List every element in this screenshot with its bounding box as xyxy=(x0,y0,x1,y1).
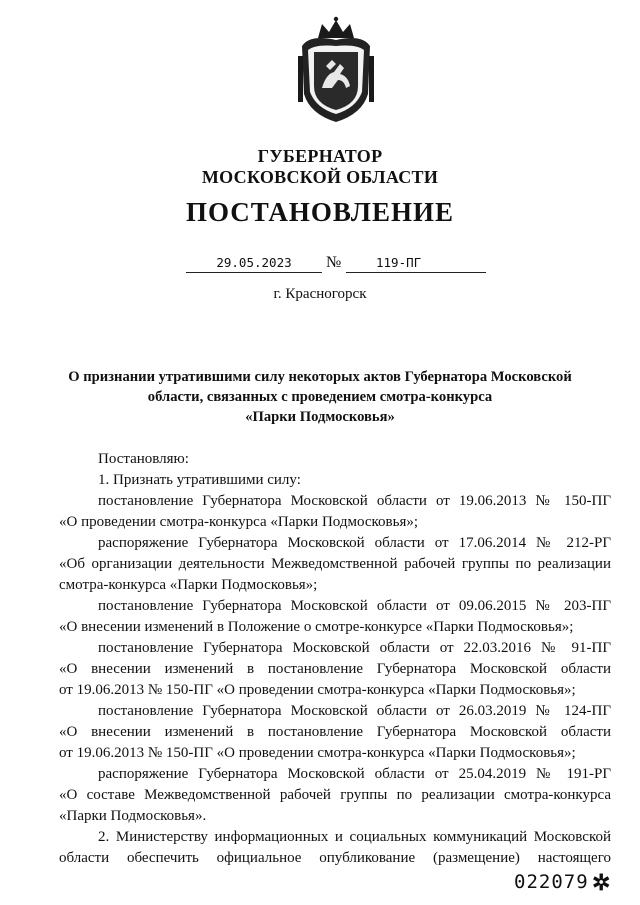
coat-of-arms-icon xyxy=(296,16,376,126)
subject-line-3: «Парки Подмосковья» xyxy=(245,409,395,425)
body-line: смотра-конкурса «Парки Подмосковья»; xyxy=(59,577,318,593)
body-line: «О внесении изменений в постановление Губернатора Московской области xyxy=(59,724,611,740)
body-line: «О внесении изменений в постановление Губернатора Московской области xyxy=(59,661,611,677)
document-date: 29.05.2023 xyxy=(186,254,322,273)
body-line: распоряжение Губернатора Московской области от 25.04.2019 № 191-РГ xyxy=(98,766,611,782)
body-line: постановление Губернатора Московской области от 19.06.2013 № 150-ПГ xyxy=(98,493,611,509)
body-line: Постановляю: xyxy=(98,451,189,467)
asterisk-mark-icon: ✲ xyxy=(592,870,611,895)
body-line: «Парки Подмосковья». xyxy=(59,808,207,824)
body-line: 2. Министерству информационных и социальных коммуникаций Московской xyxy=(98,829,611,845)
subject-line-2: области, связанных с проведением смотра-конкурса xyxy=(147,389,493,405)
body-line: области обеспечить официальное опубликование (размещение) настоящего xyxy=(59,850,611,866)
body-line: от 19.06.2013 № 150-ПГ «О проведении смотра-конкурса «Парки Подмосковья»; xyxy=(59,745,576,761)
body-line: постановление Губернатора Московской области от 09.06.2015 № 203-ПГ xyxy=(98,598,611,614)
body-line: постановление Губернатора Московской области от 26.03.2019 № 124-ПГ xyxy=(98,703,611,719)
body-line: 1. Признать утратившими силу: xyxy=(98,472,301,488)
body-line: распоряжение Губернатора Московской области от 17.06.2014 № 212-РГ xyxy=(98,535,611,551)
body-line: постановление Губернатора Московской области от 22.03.2016 № 91-ПГ xyxy=(98,640,611,656)
body-line: «Об организации деятельности Межведомственной рабочей группы по реализации xyxy=(59,556,611,572)
document-serial-number: 022079 xyxy=(514,871,589,893)
subject-line-1: О признании утратившими силу некоторых актов Губернатора Московской xyxy=(68,369,572,385)
body-line: «О составе Межведомственной рабочей группы по реализации смотра-конкурса xyxy=(59,787,611,803)
number-sign: № xyxy=(326,254,342,271)
document-type: ПОСТАНОВЛЕНИЕ xyxy=(185,197,455,227)
document-city: г. Красногорск xyxy=(273,286,367,302)
governor-title-line1: ГУБЕРНАТОР xyxy=(257,146,383,166)
body-line: «О внесении изменений в Положение о смотре-конкурсе «Парки Подмосковья»; xyxy=(59,619,574,635)
body-line: от 19.06.2013 № 150-ПГ «О проведении смотра-конкурса «Парки Подмосковья»; xyxy=(59,682,576,698)
body-line: «О проведении смотра-конкурса «Парки Подмосковья»; xyxy=(59,514,419,530)
document-meta-row xyxy=(186,254,496,274)
governor-title-line2: МОСКОВСКОЙ ОБЛАСТИ xyxy=(201,167,439,187)
document-number: 119-ПГ xyxy=(346,254,486,273)
